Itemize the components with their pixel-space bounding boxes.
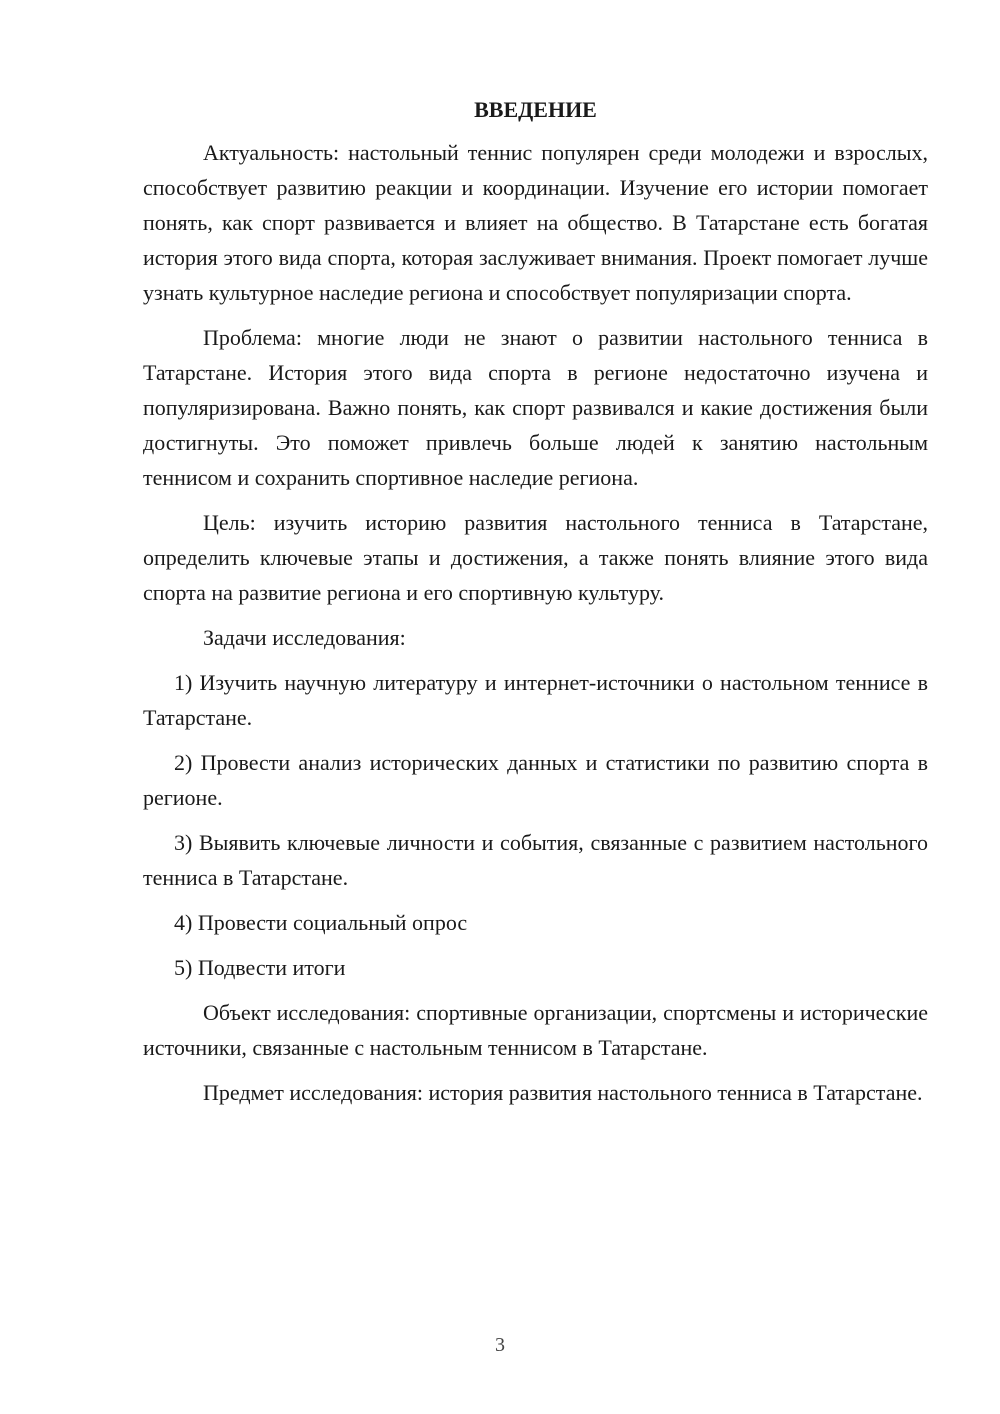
- task-item-4: 4) Провести социальный опрос: [174, 910, 468, 935]
- goal-paragraph: Цель: изучить историю развития настольного тенниса в Татарстане, определить ключевые этапы и достижения, а также понять влияние этого вида спорта на развитие региона и его спортивную культуру.: [143, 510, 928, 605]
- tasks-heading: Задачи исследования:: [203, 625, 406, 650]
- task-item-2: 2) Провести анализ исторических данных и статистики по развитию спорта в регионе.: [143, 750, 928, 810]
- object-paragraph: Объект исследования: спортивные организации, спортсмены и исторические источники, связанные с настольным теннисом в Татарстане.: [143, 1000, 928, 1060]
- page-title: ВВЕДЕНИЕ: [474, 97, 597, 122]
- task-item-1: 1) Изучить научную литературу и интернет-источники о настольном теннисе в Татарстане.: [143, 670, 928, 730]
- relevance-paragraph: Актуальность: настольный теннис популярен среди молодежи и взрослых, способствует развитию реакции и координации. Изучение его истории помогает понять, как спорт развивается и влияет на общество. В Татарстане есть богатая история этого вида спорта, которая заслуживает внимания. Проект помогает лучше узнать культурное наследие региона и способствует популяризации спорта.: [143, 140, 928, 305]
- task-item-3: 3) Выявить ключевые личности и события, связанные с развитием настольного тенниса в Татарстане.: [143, 830, 928, 890]
- task-item-5: 5) Подвести итоги: [174, 955, 346, 980]
- subject-paragraph: Предмет исследования: история развития настольного тенниса в Татарстане.: [203, 1080, 923, 1105]
- document-page: [143, 92, 928, 1120]
- problem-paragraph: Проблема: многие люди не знают о развитии настольного тенниса в Татарстане. История этого вида спорта в регионе недостаточно изучена и популяризирована. Важно понять, как спорт развивался и какие достижения были достигнуты. Это поможет привлечь больше людей к занятию настольным теннисом и сохранить спортивное наследие региона.: [143, 325, 928, 490]
- page-number: 3: [495, 1334, 505, 1356]
